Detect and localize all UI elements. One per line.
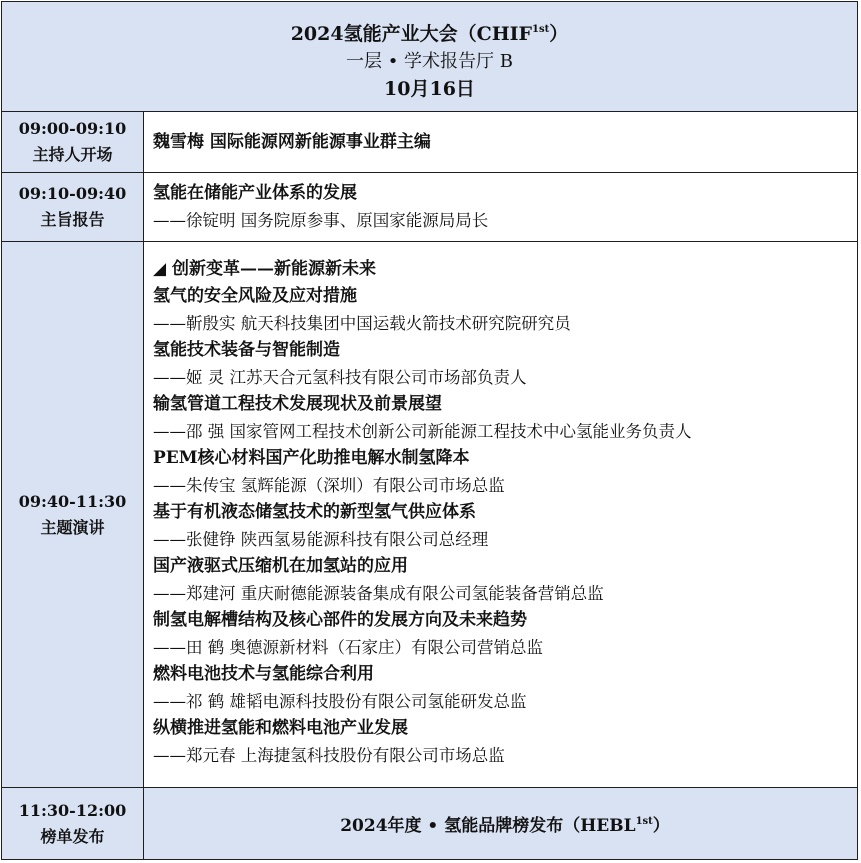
host-line: 魏雪梅 国际能源网新能源事业群主编 <box>153 131 431 152</box>
talk-title: 基于有机液态储氢技术的新型氢气供应体系 <box>153 502 476 522</box>
agenda-row-theme-talks <box>2 242 857 788</box>
agenda-row-keynote-report <box>2 173 857 242</box>
talk-title: 氢能在储能产业体系的发展 <box>153 183 357 203</box>
session-label: 主持人开场 <box>32 145 113 164</box>
time-range: 09:40-11:30 <box>18 491 127 511</box>
talk-speaker: ——祁 鹤 雄韬电源科技股份有限公司氢能研发总监 <box>153 692 527 711</box>
time-range: 09:10-09:40 <box>18 184 127 203</box>
talk-speaker: ——姬 灵 江苏天合元氢科技有限公司市场部负责人 <box>153 368 527 387</box>
time-cell <box>2 242 144 787</box>
talk-speaker: ——张健铮 陕西氢易能源科技有限公司总经理 <box>153 530 489 549</box>
talk-speaker: ——靳殷实 航天科技集团中国运载火箭技术研究院研究员 <box>153 314 571 333</box>
content-cell <box>144 788 857 859</box>
ranking-release-close: ） <box>652 815 670 836</box>
session-label: 主题演讲 <box>40 517 105 537</box>
ranking-release-sup: 1st <box>635 815 653 827</box>
talk-speaker: ——朱传宝 氢辉能源（深圳）有限公司市场总监 <box>153 476 505 495</box>
talk-title: 制氢电解槽结构及核心部件的发展方向及未来趋势 <box>153 610 527 630</box>
section-heading: ◢ 创新变革——新能源新未来 <box>153 259 376 279</box>
time-range: 11:30-12:00 <box>18 800 127 820</box>
agenda-header <box>2 2 857 112</box>
conference-title-sup: 1st <box>532 24 550 35</box>
talk-speaker: ——徐锭明 国务院原参事、原国家能源局局长 <box>153 211 489 230</box>
talk-speaker: ——郑元春 上海捷氢科技股份有限公司市场总监 <box>153 746 505 765</box>
conference-title-close: ） <box>549 23 569 45</box>
talk-title: PEM核心材料国产化助推电解水制氢降本 <box>153 448 470 468</box>
session-label: 主旨报告 <box>40 210 105 229</box>
ranking-release-title <box>340 808 670 840</box>
talk-speaker: ——邵 强 国家管网工程技术创新公司新能源工程技术中心氢能业务负责人 <box>153 422 692 441</box>
agenda-row-ranking-release <box>2 788 857 859</box>
talk-title: 输氢管道工程技术发展现状及前景展望 <box>153 394 442 414</box>
agenda-row-opening <box>2 112 857 173</box>
talk-title: 氢能技术装备与智能制造 <box>153 340 340 360</box>
talk-speaker: ——郑建河 重庆耐德能源装备集成有限公司氢能装备营销总监 <box>153 584 604 603</box>
time-range: 09:00-09:10 <box>18 119 127 138</box>
ranking-release-text: 2024年度 • 氢能品牌榜发布（HEBL <box>340 815 636 836</box>
talk-title: 国产液驱式压缩机在加氢站的应用 <box>153 556 408 576</box>
date: 10月16日 <box>384 78 475 100</box>
talk-title: 氢气的安全风险及应对措施 <box>153 286 357 306</box>
time-cell <box>2 788 144 859</box>
agenda-table <box>1 1 858 860</box>
content-cell <box>144 112 857 172</box>
talk-title: 燃料电池技术与氢能综合利用 <box>153 664 374 684</box>
content-cell <box>144 242 857 787</box>
conference-title-text: 2024氢能产业大会（CHIF <box>290 23 533 45</box>
venue: 一层 • 学术报告厅 B <box>345 51 513 72</box>
content-cell <box>144 173 857 241</box>
time-cell <box>2 173 144 241</box>
talk-title: 纵横推进氢能和燃料电池产业发展 <box>153 718 408 738</box>
talk-speaker: ——田 鹤 奥德源新材料（石家庄）有限公司营销总监 <box>153 638 543 657</box>
time-cell <box>2 112 144 172</box>
conference-title <box>2 16 857 48</box>
session-label: 榜单发布 <box>40 826 105 846</box>
